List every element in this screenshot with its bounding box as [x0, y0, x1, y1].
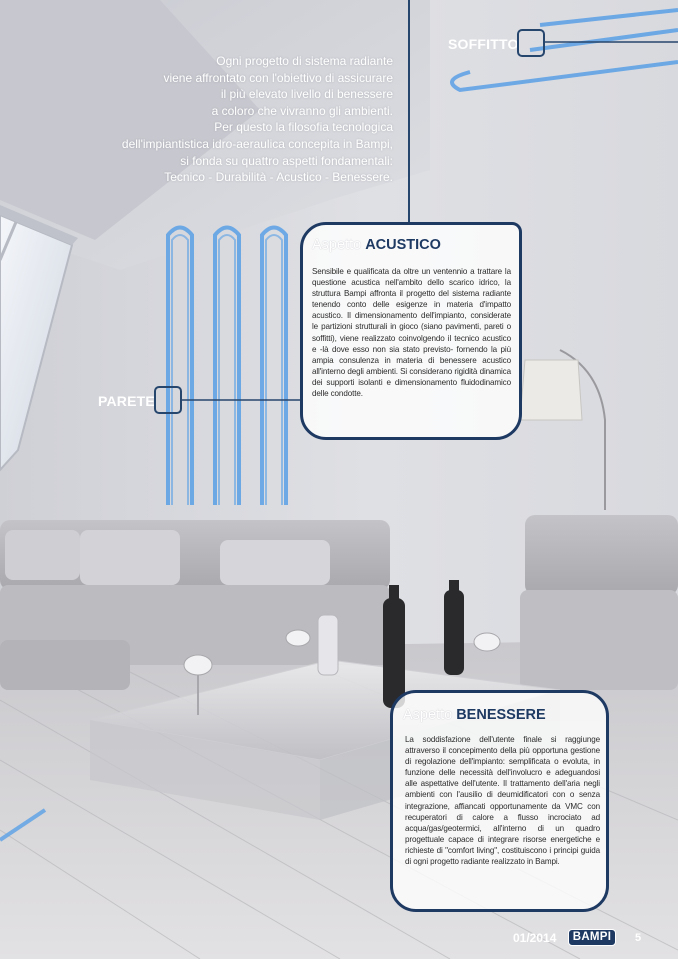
- intro-line: a coloro che vivranno gli ambienti.: [211, 103, 393, 118]
- intro-line: dell'impiantistica idro-aeraulica concepita in Bampi,: [121, 136, 393, 151]
- benessere-heading-title: BENESSERE: [456, 707, 546, 723]
- page-number: 5: [635, 932, 642, 944]
- intro-line: viene affrontato con l'obiettivo di assicurare: [163, 70, 393, 85]
- intro-line: si fonda su quattro aspetti fondamentali:: [180, 153, 393, 168]
- soffitto-label: SOFFITTO: [448, 36, 519, 52]
- intro-line: il più elevato livello di benessere: [220, 87, 393, 102]
- benessere-card: [390, 690, 609, 912]
- intro-line: Tecnico - Durabilità - Acustico - Benessere.: [164, 170, 393, 185]
- acustico-heading-prefix: Aspetto: [312, 237, 362, 253]
- acustico-body-text: Sensibile e qualificata da oltre un ventennio a trattare la questione acustica nell'ambito dello scarico idrico, la struttura Bampi affronta il progetto del sistema radiante tenendo conto delle esigenze in materia d'impatto acustico. Il dimensionamento dell'impianto, considerate le partizioni strutturali in gioco (siano pavimenti, pareti o soffitti), viene realizzato coinvolgendo il tecnico acustico e -là dove esso non sia stato previsto- fornendo la più ampia consulenza in materia di benessere acustico all'interno degli ambienti. Si considerano rigidità dinamica dei supporti isolanti e dimensionamento fluidodinamico delle condotte.: [312, 267, 511, 399]
- acustico-card: [300, 222, 522, 440]
- benessere-heading: [403, 707, 546, 723]
- intro-paragraph: [100, 53, 393, 186]
- acustico-heading: [312, 237, 441, 253]
- intro-line: Per questo la filosofia tecnologica: [214, 120, 393, 135]
- acustico-heading-title: ACUSTICO: [365, 237, 441, 253]
- benessere-body-text: La soddisfazione dell'utente finale si raggiunge attraverso il concepimento della più opportuna gestione di regolazione dell'impianto: semplificata o evoluta, in funzione delle necessità dell'involucro e adeguandosi alle aspettative dell'utente. Il trattamento dell'aria negli ambienti con l'ausilio di deumidificatori con o senza integrazione, affiancati opportunamente da VMC con recuperatori di calore a flusso incrociato ad acqua/gas/geotermici, all'interno di un quadro progettuale capace di integrare risorse energetiche e richieste di "comfort living", costituiscono i principi guida di ogni progetto radiante realizzato in Bampi.: [405, 735, 600, 867]
- benessere-heading-prefix: Aspetto: [403, 707, 453, 723]
- intro-line: Ogni progetto di sistema radiante: [216, 54, 393, 68]
- parete-label: PARETE: [98, 393, 155, 409]
- parete-marker-icon: [154, 386, 182, 414]
- issue-number: 01/2014: [513, 931, 557, 945]
- bampi-logo: BAMPI: [568, 929, 616, 946]
- soffitto-marker-icon: [517, 29, 545, 57]
